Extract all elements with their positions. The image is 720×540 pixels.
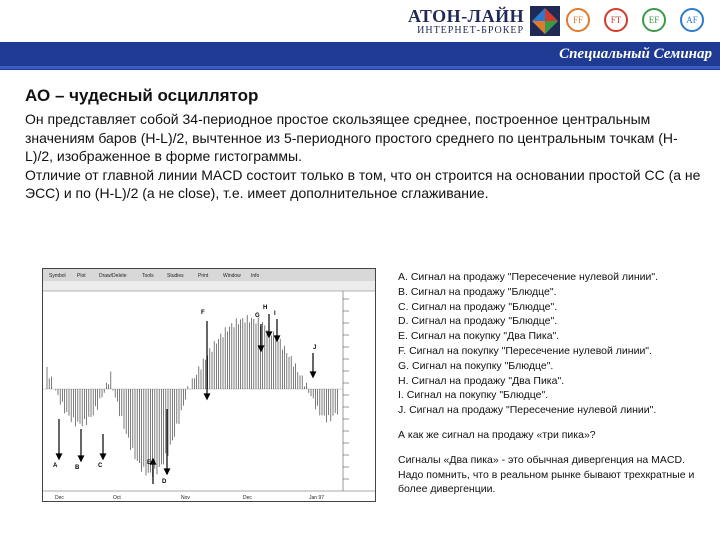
slide-title: АО – чудесный осциллятор: [25, 86, 259, 105]
notes-question: А как же сигнал на продажу «три пика»?: [398, 428, 596, 441]
badge-ff-label: FF: [572, 15, 583, 25]
signal-arrowhead: [311, 372, 316, 377]
signal-arrowhead: [79, 456, 84, 461]
badge-af: [680, 8, 704, 32]
badge-ef-label: EF: [648, 15, 660, 25]
signal-letter: A: [53, 463, 58, 469]
signal-item: E. Сигнал на покупку "Два Пика".: [398, 330, 560, 343]
signal-arrowhead: [57, 454, 62, 459]
signal-letter: B: [75, 465, 80, 471]
signal-item: F. Сигнал на покупку "Пересечение нулевой линии".: [398, 344, 652, 357]
signal-arrowhead: [165, 469, 170, 474]
date-label: Jan 97: [309, 495, 325, 501]
signal-letter: F: [201, 310, 205, 316]
signal-letter: E: [147, 460, 152, 466]
signal-arrowhead: [205, 394, 210, 399]
chart-menu-item: Info: [251, 273, 260, 279]
company-logo: [408, 6, 524, 36]
signal-notes: [398, 270, 698, 497]
signal-item: G. Сигнал на покупку "Блюдце".: [398, 359, 554, 372]
chart-menu-item: Tools: [142, 273, 154, 279]
logo-main-text: АТОН-ЛАЙН: [408, 6, 525, 26]
date-label: Dec: [243, 495, 252, 501]
signal-item: A. Сигнал на продажу "Пересечение нулевой линии".: [398, 271, 659, 283]
badge-ff: [566, 8, 590, 32]
ao-histogram-screenshot: [42, 268, 376, 502]
badge-af-label: AF: [686, 15, 698, 25]
signal-letter: H: [263, 305, 268, 311]
badge-ef: [642, 8, 666, 32]
notes-tail: Сигналы «Два пика» - это обычная дивергенция на MACD. Надо помнить, что в реальном рынке бывают трехкратные и более дивергенции.: [398, 453, 695, 496]
date-label: Nov: [181, 495, 190, 501]
signal-item: D. Сигнал на продажу "Блюдце".: [398, 315, 558, 328]
chart-menu-item: Plot: [77, 273, 86, 279]
logo-sub-text: ИНТЕРНЕТ-БРОКЕР: [417, 25, 525, 36]
paragraph-definition: Он представляет собой 34-периодное простое скользящее среднее, построенное центральным значениям баров (H-L)/2, вычтенное из 5-периодного простого среднего по центральным точкам (H-L)/2, изображенное в форме гистограммы.: [25, 111, 678, 164]
signal-letter: C: [98, 463, 103, 469]
signal-item: H. Сигнал на продажу "Два Пика".: [398, 374, 565, 387]
chart-menu-item: Draw/Delete: [99, 273, 127, 279]
signal-letter: I: [274, 311, 276, 317]
slide-header: [0, 0, 720, 42]
badge-ft-label: FT: [610, 15, 622, 25]
chart-menu-bar: [43, 269, 375, 281]
chart-toolbar: [43, 281, 375, 291]
slide-body: [25, 110, 705, 203]
badge-ft: [604, 8, 628, 32]
date-label: Oct: [113, 495, 121, 501]
logo-mark-icon: [530, 6, 560, 36]
chart-menu-item: Studies: [167, 273, 184, 279]
signal-list: [398, 270, 698, 418]
chart-menu-item: Symbol: [49, 273, 66, 279]
signal-item: I. Сигнал на покупку "Блюдце".: [398, 389, 549, 402]
chart-menu-item: Print: [198, 273, 209, 279]
signal-letter: J: [313, 345, 317, 351]
date-label: Dec: [55, 495, 64, 501]
paragraph-macd-difference: Отличие от главной линии MACD состоит только в том, что он строится на основании простой СС (а не ЭСС) и по (H-L)/2 (а не close), т.е. имеет дополнительное сглаживание.: [25, 166, 701, 201]
signal-item: C. Сигнал на продажу "Блюдце".: [398, 300, 558, 313]
signal-arrowhead: [101, 454, 106, 459]
signal-item: B. Сигнал на продажу "Блюдце".: [398, 285, 557, 298]
chart-menu-item: Window: [223, 273, 241, 279]
signal-letter: G: [255, 313, 260, 319]
signal-arrowhead: [275, 336, 280, 341]
signal-letter: D: [162, 479, 167, 485]
seminar-band-title: Специальный Семинар: [559, 46, 712, 62]
signal-item: J. Сигнал на продажу "Пересечение нулевой линии".: [398, 404, 657, 417]
band-accent-line: [0, 66, 720, 69]
